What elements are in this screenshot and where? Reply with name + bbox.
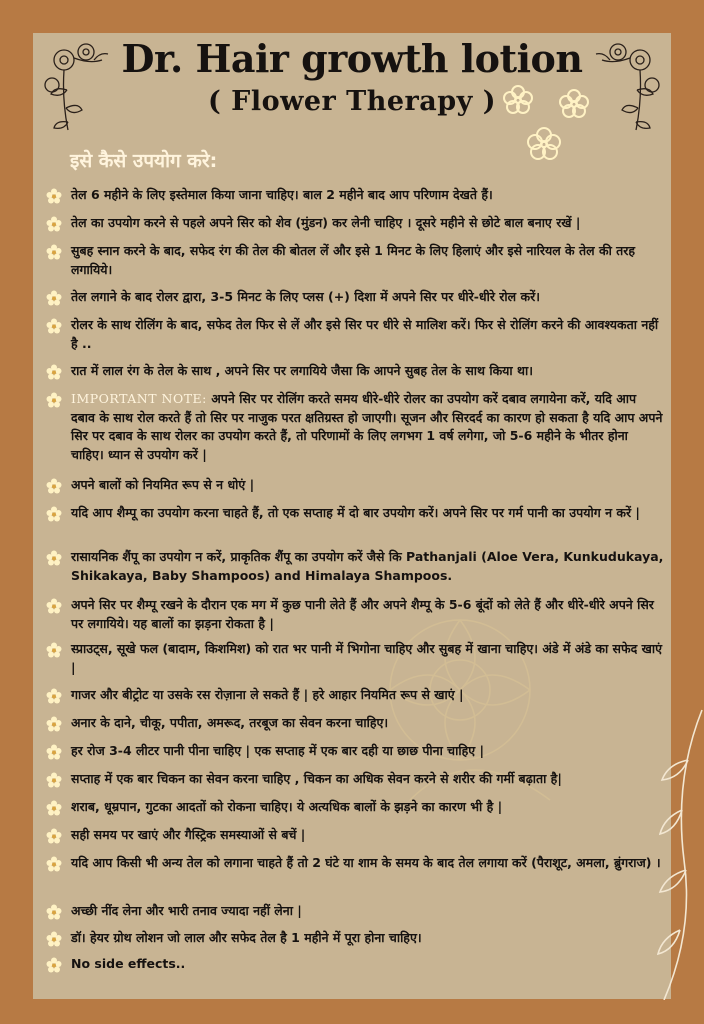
flower-bullet-icon [46, 506, 62, 522]
list-item: यदि आप शैम्पू का उपयोग करना चाहते हैं, तो एक सप्ताह में दो बार उपयोग करें। अपने सिर पर गर्म पानी का उपयोग न करें | [46, 504, 664, 523]
page-subtitle: ( Flower Therapy ) [207, 86, 497, 117]
flower-bullet-icon [46, 478, 62, 494]
flower-bullet-icon [46, 904, 62, 920]
list-item: अनार के दाने, चीकू, पपीता, अमरूद, तरबूज का सेवन करना चाहिए। [46, 714, 664, 733]
flower-bullet-icon [46, 688, 62, 704]
list-item: सप्ताह में एक बार चिकन का सेवन करना चाहिए , चिकन का अधिक सेवन करने से शरीर की गर्मी बढ़ाता है| [46, 770, 664, 789]
important-note-label: IMPORTANT NOTE: [71, 391, 207, 406]
flower-bullet-icon [46, 744, 62, 760]
flower-bullet-icon [46, 188, 62, 204]
list-item: डॉ। हेयर ग्रोथ लोशन जो लाल और सफेद तेल है 1 महीने में पूरा होना चाहिए। [46, 929, 664, 948]
flower-bullet-icon [46, 856, 62, 872]
list-item: रासायनिक शैंपू का उपयोग न करें, प्राकृतिक शैंपू का उपयोग करें जैसे कि Pathanjali (Aloe Vera, Kunkudukaya, Shikakaya, Baby Shampoos) and Himalaya Shampoos. [46, 548, 664, 585]
list-item: अच्छी नींद लेना और भारी तनाव ज्यादा नहीं लेना | [46, 902, 664, 921]
flower-bullet-icon [46, 800, 62, 816]
flower-bullet-icon [46, 598, 62, 614]
list-item: अपने सिर पर शैम्पू रखने के दौरान एक मग में कुछ पानी लेते हैं और अपने शैम्पू के 5-6 बूंदों को लेते हैं और धीरे-धीरे अपने सिर पर लगायिये। यह बालों का झड़ना रोकता है | [46, 596, 664, 633]
page-title: Dr. Hair growth lotion [121, 36, 583, 81]
flower-bullet-icon [46, 318, 62, 334]
list-item-important-note: IMPORTANT NOTE: अपने सिर पर रोलिंग करते समय धीरे-धीरे रोलर का उपयोग करें दबाव लगायेना करें, यदि आप दबाव के साथ रोल करते हैं तो सिर पर नाजुक परत क्षतिग्रस्त हो जाएगी। सूजन और सिरदर्द का कारण हो सकता है यदि आप अपने सिर पर दबाव के साथ रोलर का उपयोग करते हैं, तो परिणामों के लिए लगभग 1 वर्ष लगेगा, जो 5-6 महीने के भीतर होना चाहिए। ध्यान से उपयोग करें | [46, 390, 664, 464]
list-item: तेल का उपयोग करने से पहले अपने सिर को शेव (मुंडन) कर लेनी चाहिए । दूसरे महीने से छोटे बाल बनाए रखें | [46, 214, 664, 233]
list-item: अपने बालों को नियमित रूप से न धोएं | [46, 476, 664, 495]
flower-bullet-icon [46, 828, 62, 844]
flower-bullet-icon [46, 244, 62, 260]
list-item: स्प्राउट्स, सूखे फल (बादाम, किशमिश) को रात भर पानी में भिगोना चाहिए और सुबह में खाना चाहिए। अंडे में अंडे का सफेद खाएं | [46, 640, 664, 677]
flower-cluster-icon [494, 84, 604, 170]
flower-bullet-icon [46, 290, 62, 306]
list-item: हर रोज 3-4 लीटर पानी पीना चाहिए | एक सप्ताह में एक बार दही या छाछ पीना चाहिए | [46, 742, 664, 761]
flower-bullet-icon [46, 392, 62, 408]
flower-bullet-icon [46, 772, 62, 788]
flower-bullet-icon [46, 716, 62, 732]
list-item: तेल लगाने के बाद रोलर द्वारा, 3-5 मिनट के लिए प्लस (+) दिशा में अपने सिर पर धीरे-धीरे रोल करें। [46, 288, 664, 307]
flower-bullet-icon [46, 216, 62, 232]
flower-bullet-icon [46, 642, 62, 658]
list-item: सही समय पर खाएं और गैस्ट्रिक समस्याओं से बचें | [46, 826, 664, 845]
list-item: रोलर के साथ रोलिंग के बाद, सफेद तेल फिर से लें और इसे सिर पर धीरे से मालिश करें। फिर से रोलिंग करने की आवश्यकता नहीं है .. [46, 316, 664, 353]
flower-bullet-icon [46, 957, 62, 973]
list-item: No side effects.. [46, 955, 664, 974]
list-item: शराब, धूम्रपान, गुटका आदतों को रोकना चाहिए। ये अत्यधिक बालों के झड़ने का कारण भी है | [46, 798, 664, 817]
flower-bullet-icon [46, 550, 62, 566]
list-item: गाजर और बीट्रोट या उसके रस रोज़ाना ले सकते हैं | हरे आहार नियमित रूप से खाएं | [46, 686, 664, 705]
list-item: यदि आप किसी भी अन्य तेल को लगाना चाहते हैं तो 2 घंटे या शाम के समय के बाद तेल लगाया करें (पैराशूट, अमला, ब्रुंगराज) । [46, 854, 664, 873]
flower-bullet-icon [46, 931, 62, 947]
list-item: रात में लाल रंग के तेल के साथ , अपने सिर पर लगायिये जैसा कि आपने सुबह तेल के साथ किया था। [46, 362, 664, 381]
flower-bullet-icon [46, 364, 62, 380]
list-item: तेल 6 महीने के लिए इस्तेमाल किया जाना चाहिए। बाल 2 महीने बाद आप परिणाम देखते हैं। [46, 186, 664, 205]
section-heading: इसे कैसे उपयोग करे: [70, 150, 218, 172]
list-item: सुबह स्नान करने के बाद, सफेद रंग की तेल की बोतल लें और इसे 1 मिनट के लिए हिलाएं और इसे नारियल के तेल की तरह लगायिये। [46, 242, 664, 279]
